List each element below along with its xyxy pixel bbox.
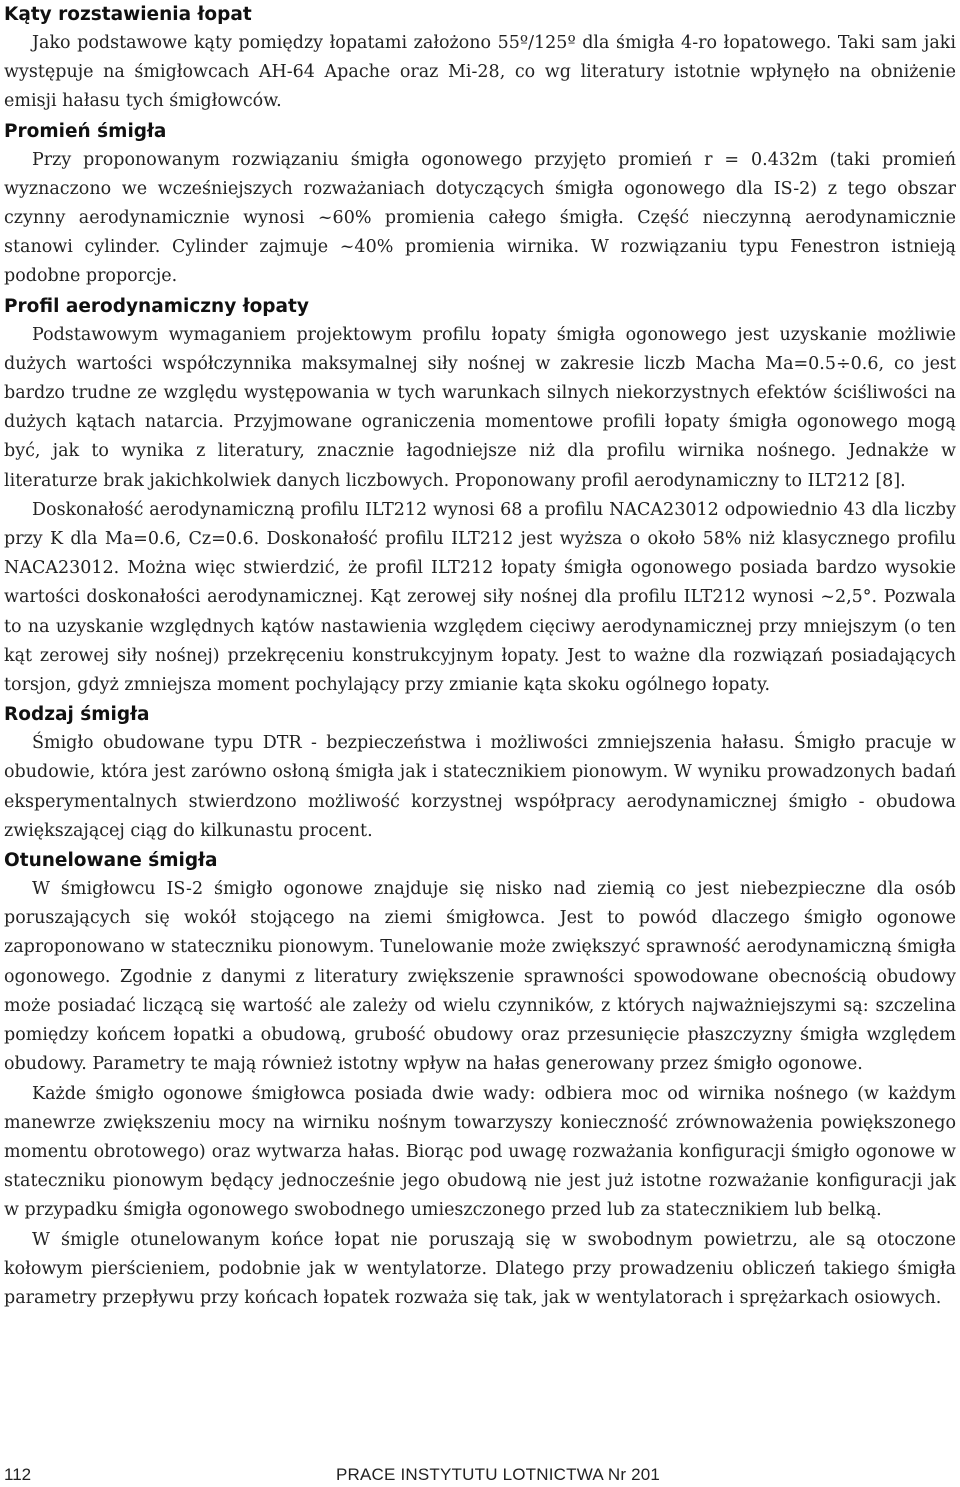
document-body [4,0,956,1313]
journal-title: PRACE INSTYTUTU LOTNICTWA Nr 201 [336,1465,661,1484]
page-number: 112 [4,1465,32,1484]
section-heading-rotor-radius: Promień śmigła [4,120,167,142]
section-heading-rotor-type: Rodzaj śmigła [4,704,150,726]
paragraph: W śmigłowcu IS-2 śmigło ogonowe znajduje się nisko nad ziemią co jest niebezpieczne dla osób poruszających się wokół stojącego na ziemi śmigłowca. Jest to powód dlaczego śmigło ogonowe zaproponowano w stateczniku pionowym. Tunelowanie może zwiększyć sprawność aerodynamiczną śmigła ogonowego. Zgodnie z danymi z literatury zwiększenie sprawności spowodowane obecnością obudowy może posiadać liczącą się wartość ale zależy od wielu czynników, z których najważniejszymi są: szczelina pomiędzy końcem łopatki a obudową, grubość obudowy oraz przesunięcie płaszczyzny śmigła względem obudowy. Parametry te mają również istotny wpływ na hałas generowany przez śmigło ogonowe. [4,879,956,1075]
section-heading-blade-angles: Kąty rozstawienia łopat [4,4,252,25]
paragraph: Doskonałość aerodynamiczną profilu ILT212 wynosi 68 a profilu NACA23012 odpowiednio 43 dla liczby przy K dla Ma=0.6, Cz=0.6. Doskonałość profilu ILT212 jest wyższa o około 58% niż klasycznego profilu NACA23012. Można więc stwierdzić, że profil ILT212 łopaty śmigła ogonowego posiada bardzo wysokie wartości doskonałości aerodynamicznej. Kąt zerowej siły nośnej dla profilu ILT212 wynosi ~2,5°. Pozwala to na uzyskanie względnych kątów nastawienia względem cięciwy aerodynamicznej przy mniejszym (o ten kąt zerowej siły nośnej) przekręceniu konstrukcyjnym łopaty. Jest to ważne dla rozwiązań posiadających torsjon, gdyż zmniejsza moment pochylający przy zmianie kąta skoku ogólnego łopaty. [4,499,956,696]
paragraph: Jako podstawowe kąty pomiędzy łopatami założono 55º/125º dla śmigła 4-ro łopatowego. Taki sam jaki występuje na śmigłowcach AH-64 Apache oraz Mi-28, co wg literatury istotnie wpłynęło na obniżenie emisji hałasu tych śmigłowców. [4,33,956,112]
section-heading-blade-profile: Profil aerodynamiczny łopaty [4,295,309,317]
page-footer [4,1465,956,1487]
paragraph: W śmigle otunelowanym końce łopat nie poruszają się w swobodnym powietrzu, ale są otoczone kołowym pierścieniem, podobnie jak w wentylatorze. Dlatego przy prowadzeniu obliczeń takiego śmigła parametry przepływu przy końcach łopatek rozważa się tak, jak w wentylatorach i sprężarkach osiowych. [4,1229,956,1308]
paragraph: Przy proponowanym rozwiązaniu śmigła ogonowego przyjęto promień r = 0.432m (taki promień wyznaczono we wcześniejszych rozważaniach dotyczących śmigła ogonowego dla IS-2) z tego obszar czynny aerodynamicznie wynosi ~60% promienia całego śmigła. Część nieczynną aerodynamicznie stanowi cylinder. Cylinder zajmuje ~40% promienia wirnika. W rozwiązaniu typu Fenestron istnieją podobne proporcje. [4,149,956,287]
paragraph: Podstawowym wymaganiem projektowym profilu łopaty śmigła ogonowego jest uzyskanie możliwie dużych wartości współczynnika maksymalnej siły nośnej w zakresie liczb Macha Ma=0.5÷0.6, co jest bardzo trudne ze względu występowania w tych warunkach silnych niekorzystnych efektów ściśliwości na dużych kątach natarcia. Przyjmowane ograniczenia momentowe profili łopaty śmigła ogonowego mogą być, jak to wynika z literatury, znacznie łagodniejsze niż dla profilu wirnika nośnego. Jednakże w literaturze brak jakichkolwiek danych liczbowych. Proponowany profil aerodynamiczny to ILT212 [8]. [4,324,956,491]
section-heading-ducted-rotor: Otunelowane śmigła [4,850,218,872]
paragraph: Każde śmigło ogonowe śmigłowca posiada dwie wady: odbiera moc od wirnika nośnego (w każdym manewrze zwiększeniu mocy na wirniku nośnym towarzyszy konieczność zrównoważenia powiększonego momentu obrotowego) oraz wytwarza hałas. Biorąc pod uwagę rozważania konfiguracji śmigło ogonowe w stateczniku pionowym będący jednocześnie jego obudową nie jest już istotne rozważanie konfiguracji jak w przypadku śmigła ogonowego swobodnego umieszczonego przed lub za statecznikiem lub belką. [4,1083,956,1221]
paragraph: Śmigło obudowane typu DTR - bezpieczeństwa i możliwości zmniejszenia hałasu. Śmigło pracuje w obudowie, która jest zarówno osłoną śmigła jak i statecznikiem pionowym. W wyniku prowadzonych badań eksperymentalnych stwierdzono możliwość korzystnej współpracy aerodynamicznej śmigło - obudowa zwiększającej ciąg do kilkunastu procent. [4,733,956,841]
